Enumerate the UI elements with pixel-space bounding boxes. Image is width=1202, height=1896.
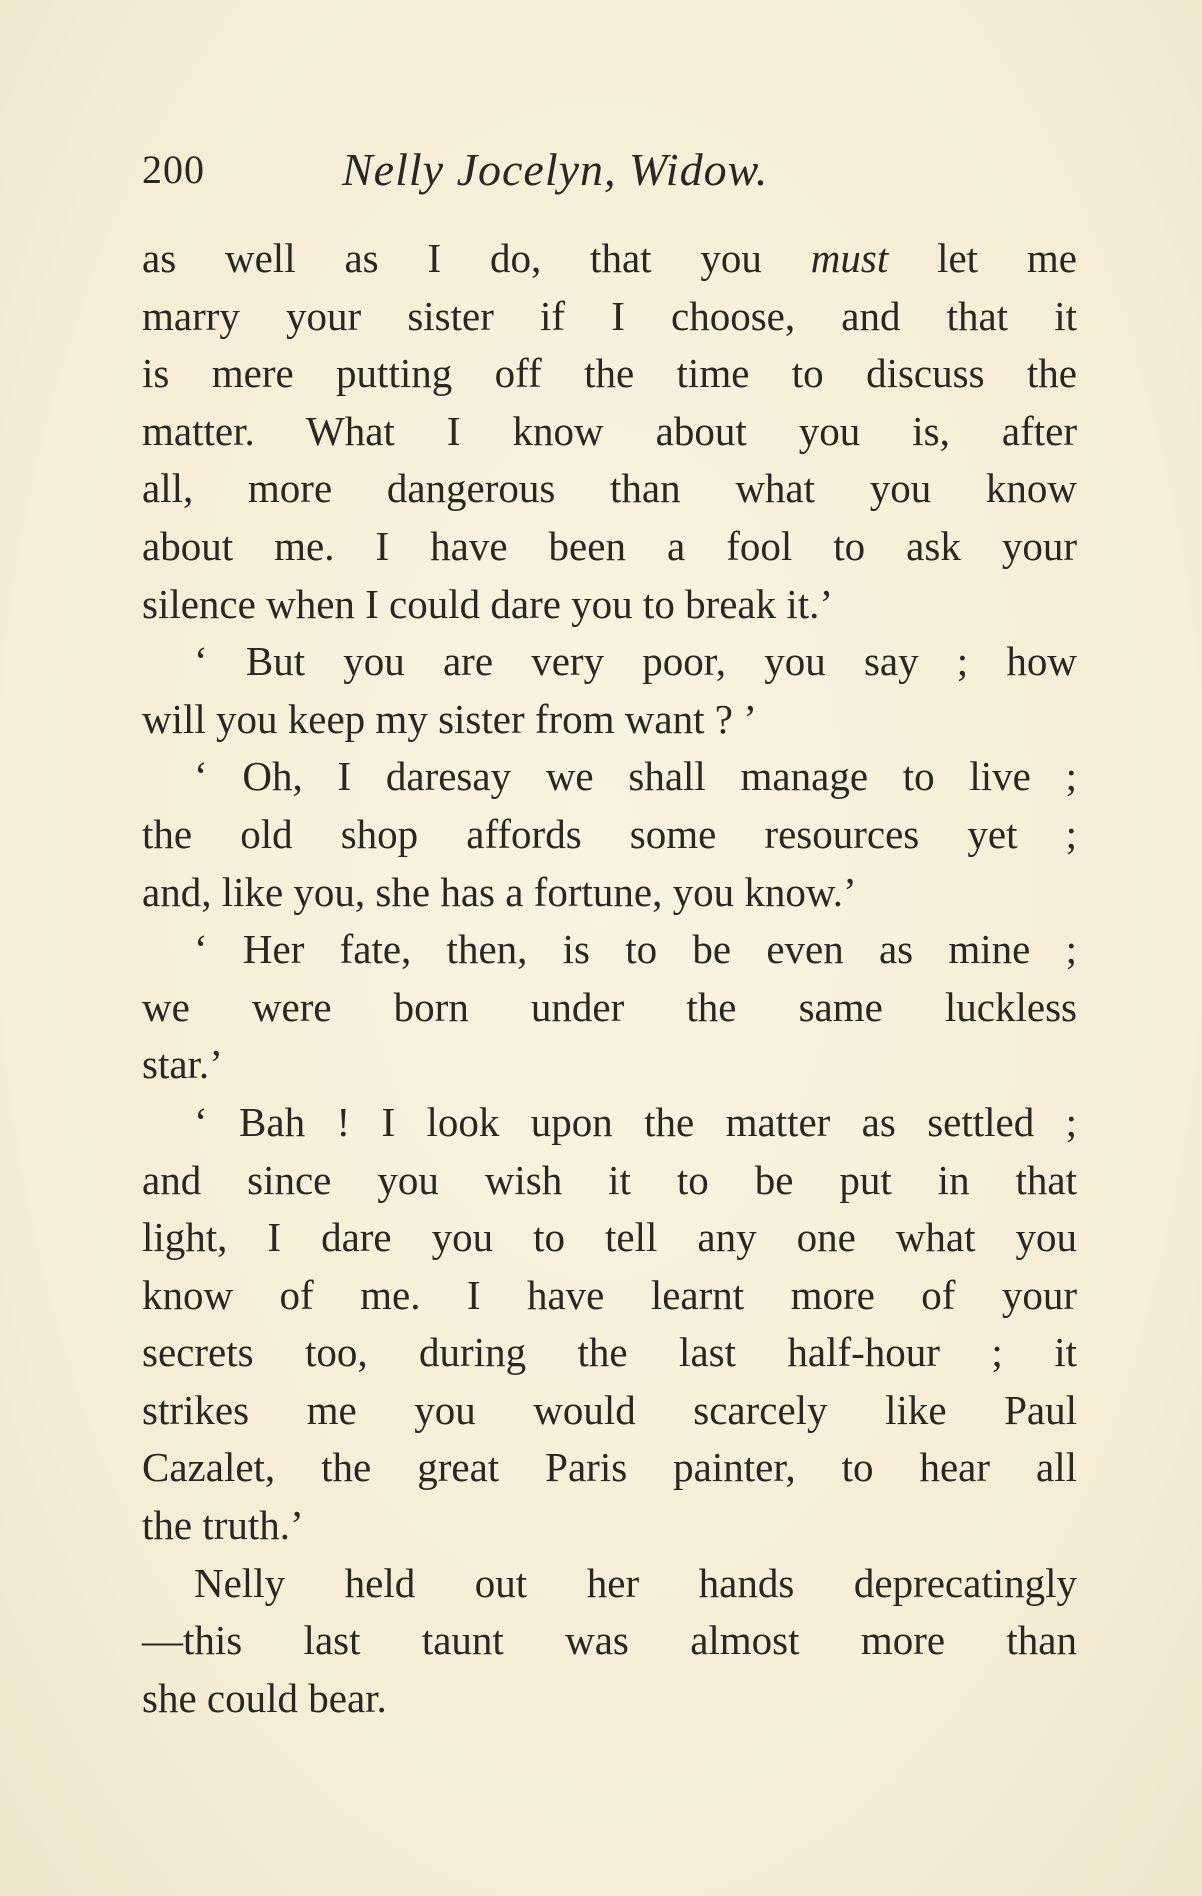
- emphasized-word: must: [810, 235, 889, 281]
- text-line: —this last taunt was almost more than: [142, 1617, 1077, 1664]
- text-line: and since you wish it to be put in that: [142, 1156, 1077, 1203]
- text-line: the truth.’: [142, 1502, 304, 1549]
- text-line: all, more dangerous than what you know: [142, 465, 1077, 512]
- running-title: Nelly Jocelyn, Widow.: [342, 144, 769, 195]
- text-line: silence when I could dare you to break it.’: [142, 580, 834, 627]
- text-line: know of me. I have learnt more of your: [142, 1271, 1077, 1318]
- text-line: secrets too, during the last half-hour ; it: [142, 1329, 1077, 1376]
- text-span: as well as I do, that you: [142, 235, 811, 281]
- text-line: is mere putting off the time to discuss the: [142, 350, 1077, 397]
- text-line: matter. What I know about you is, after: [142, 407, 1077, 454]
- text-line: about me. I have been a fool to ask your: [142, 522, 1077, 569]
- text-line: ‘ But you are very poor, you say ; how: [194, 638, 1077, 685]
- page-number: 200: [142, 147, 205, 192]
- text-line: Cazalet, the great Paris painter, to hear all: [142, 1444, 1077, 1491]
- text-line: star.’: [142, 1041, 223, 1088]
- text-line: she could bear.: [142, 1674, 387, 1721]
- text-line: ‘ Her fate, then, is to be even as mine ;: [194, 926, 1077, 973]
- text-line: will you keep my sister from want ? ’: [142, 695, 757, 742]
- text-line: marry your sister if I choose, and that it: [142, 292, 1077, 339]
- text-line: [142, 230, 1077, 288]
- text-span: let me: [888, 235, 1077, 281]
- text-line: we were born under the same luckless: [142, 983, 1077, 1030]
- text-line: Nelly held out her hands deprecatingly: [194, 1559, 1077, 1606]
- text-line: strikes me you would scarcely like Paul: [142, 1386, 1077, 1433]
- page-header: [142, 140, 1082, 200]
- text-line: the old shop affords some resources yet ;: [142, 810, 1077, 857]
- body-text: [142, 230, 1077, 1727]
- text-line: ‘ Oh, I daresay we shall manage to live ;: [194, 753, 1077, 800]
- text-line: ‘ Bah ! I look upon the matter as settled ;: [194, 1098, 1077, 1145]
- text-line: and, like you, she has a fortune, you know.’: [142, 868, 857, 915]
- text-line: light, I dare you to tell any one what you: [142, 1214, 1077, 1261]
